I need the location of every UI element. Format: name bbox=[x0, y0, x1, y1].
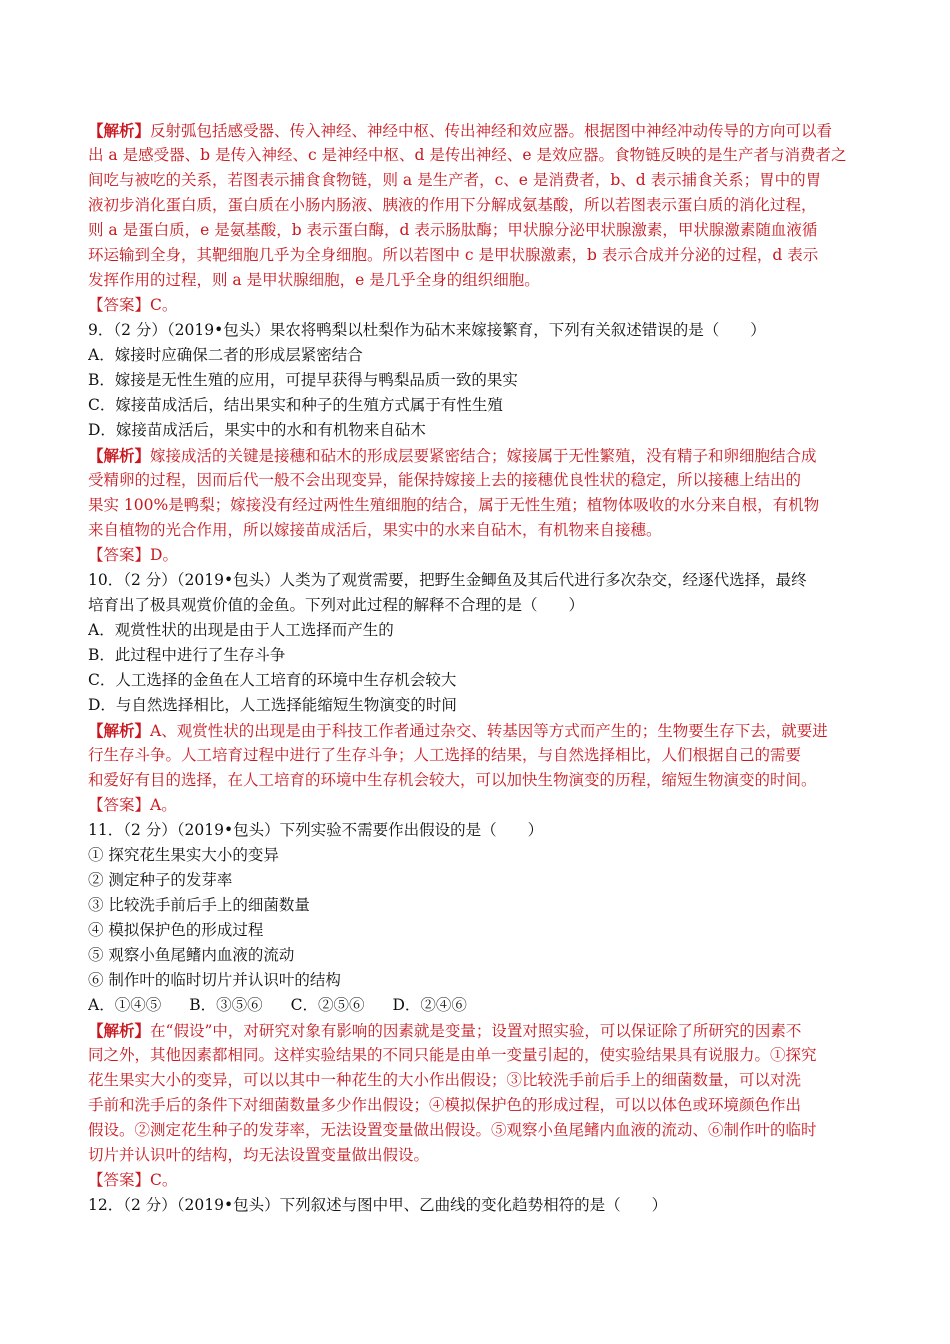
q11-answer: 【答案】C。 bbox=[88, 1171, 178, 1189]
analysis-line: 间吃与被吃的关系，若图表示捕食食物链，则 a 是生产者，c、e 是消费者，b、d 表示捕食关系；胃中的胃 bbox=[88, 171, 822, 189]
q10-stem: 10．（2 分）（2019•包头）人类为了观赏需要，把野生金鲫鱼及其后代进行多次杂交，经逐代选择，最终 bbox=[88, 571, 807, 589]
analysis-line: 和爱好有目的选择，在人工培育的环境中生存机会较大，可以加快生物演变的历程，缩短生物演变的时间。 bbox=[88, 771, 817, 789]
q9-answer: 【答案】D。 bbox=[88, 546, 178, 564]
q12-stem: 12．（2 分）（2019•包头）下列叙述与图中甲、乙曲线的变化趋势相符的是（ ） bbox=[88, 1196, 668, 1214]
q10-stem: 培育出了极具观赏价值的金鱼。下列对此过程的解释不合理的是（ ） bbox=[88, 596, 585, 614]
q11-item: ④ 模拟保护色的形成过程 bbox=[88, 921, 264, 939]
q10-answer: 【答案】A。 bbox=[88, 796, 177, 814]
q10-option-b: B．此过程中进行了生存斗争 bbox=[88, 646, 286, 664]
analysis-line: 【解析】嫁接成活的关键是接穗和砧木的形成层要紧密结合；嫁接属于无性繁殖，没有精子和卵细胞结合成 bbox=[88, 446, 817, 465]
q10-option-d: D．与自然选择相比，人工选择能缩短生物演变的时间 bbox=[88, 696, 457, 714]
q9-option-d: D．嫁接苗成活后，果实中的水和有机物来自砧木 bbox=[88, 421, 426, 439]
q11-choices bbox=[88, 993, 878, 1018]
q9-option-c: C．嫁接苗成活后，结出果实和种子的生殖方式属于有性生殖 bbox=[88, 396, 503, 414]
q11-stem: 11．（2 分）（2019•包头）下列实验不需要作出假设的是（ ） bbox=[88, 821, 544, 839]
q10-option-a: A．观赏性状的出现是由于人工选择而产生的 bbox=[88, 621, 394, 639]
q8-answer: 【答案】C。 bbox=[88, 296, 178, 314]
exam-page bbox=[88, 118, 878, 1218]
q11-choice-a: A．①④⑤ bbox=[88, 996, 162, 1014]
q11-choice-d: D．②④⑥ bbox=[392, 996, 467, 1014]
analysis-line: 【解析】A、观赏性状的出现是由于科技工作者通过杂交、转基因等方式而产生的；生物要生存下去，就要进 bbox=[88, 721, 828, 740]
q9-option-b: B．嫁接是无性生殖的应用，可提早获得与鸭梨品质一致的果实 bbox=[88, 371, 518, 389]
q11-item: ⑥ 制作叶的临时切片并认识叶的结构 bbox=[88, 971, 341, 989]
analysis-tag: 【解析】 bbox=[88, 121, 151, 140]
analysis-line: 切片并认识叶的结构，均无法设置变量做出假设。 bbox=[88, 1146, 430, 1164]
analysis-line: 液初步消化蛋白质，蛋白质在小肠内肠液、胰液的作用下分解成氨基酸，所以若图表示蛋白质的消化过程， bbox=[88, 196, 817, 214]
q11-item: ① 探究花生果实大小的变异 bbox=[88, 846, 279, 864]
analysis-line: 果实 100%是鸭梨；嫁接没有经过两性生殖细胞的结合，属于无性生殖；植物体吸收的水分来自根，有机物 bbox=[88, 496, 820, 514]
q11-item: ③ 比较洗手前后手上的细菌数量 bbox=[88, 896, 310, 914]
q11-item: ⑤ 观察小鱼尾鳍内血液的流动 bbox=[88, 946, 295, 964]
q11-item: ② 测定种子的发芽率 bbox=[88, 871, 233, 889]
analysis-line: 来自植物的光合作用，所以嫁接苗成活后，果实中的水来自砧木，有机物来自接穗。 bbox=[88, 521, 662, 539]
analysis-line: 发挥作用的过程，则 a 是甲状腺细胞，e 是几乎全身的组织细胞。 bbox=[88, 271, 540, 289]
q11-choice-c: C．②⑤⑥ bbox=[290, 996, 365, 1014]
analysis-line: 受精卵的过程，因而后代一般不会出现变异，能保持嫁接上去的接穗优良性状的稳定，所以接穗上结出的 bbox=[88, 471, 802, 489]
analysis-line: 则 a 是蛋白质，e 是氨基酸，b 表示蛋白酶，d 表示肠肽酶；甲状腺分泌甲状腺激素，甲状腺激素随血液循 bbox=[88, 221, 818, 239]
q9-option-a: A．嫁接时应确保二者的形成层紧密结合 bbox=[88, 346, 363, 364]
analysis-line: 同之外，其他因素都相同。这样实验结果的不同只能是由单一变量引起的，使实验结果具有说服力。①探究 bbox=[88, 1046, 817, 1064]
analysis-line: 手前和洗手后的条件下对细菌数量多少作出假设；④模拟保护色的形成过程，可以以体色或环境颜色作出 bbox=[88, 1096, 802, 1114]
analysis-line: 假设。②测定花生种子的发芽率，无法设置变量做出假设。⑤观察小鱼尾鳍内血液的流动、⑥制作叶的临时 bbox=[88, 1121, 817, 1139]
q8-analysis bbox=[88, 118, 878, 293]
analysis-line: 出 a 是感受器、b 是传入神经、c 是神经中枢、d 是传出神经、e 是效应器。食物链反映的是生产者与消费者之 bbox=[88, 146, 847, 164]
analysis-line: 花生果实大小的变异，可以以其中一种花生的大小作出假设；③比较洗手前后手上的细菌数量，可以对洗 bbox=[88, 1071, 802, 1089]
analysis-line: 环运输到全身，其靶细胞几乎为全身细胞。所以若图中 c 是甲状腺激素，b 表示合成并分泌的过程，d 表示 bbox=[88, 246, 819, 264]
q11-choice-b: B．③⑤⑥ bbox=[189, 996, 263, 1014]
analysis-line: 行生存斗争。人工培育过程中进行了生存斗争；人工选择的结果，与自然选择相比，人们根据自己的需要 bbox=[88, 746, 802, 764]
analysis-line: 【解析】反射弧包括感受器、传入神经、神经中枢、传出神经和效应器。根据图中神经冲动传导的方向可以看 bbox=[88, 121, 833, 140]
q10-option-c: C．人工选择的金鱼在人工培育的环境中生存机会较大 bbox=[88, 671, 457, 689]
analysis-line: 【解析】在“假设”中，对研究对象有影响的因素就是变量；设置对照实验，可以保证除了所研究的因素不 bbox=[88, 1021, 802, 1040]
q10-analysis bbox=[88, 718, 878, 793]
q9-stem: 9．（2 分）（2019•包头）果农将鸭梨以杜梨作为砧木来嫁接繁育，下列有关叙述错误的是（ ） bbox=[88, 321, 766, 339]
q11-analysis bbox=[88, 1018, 878, 1168]
q9-analysis bbox=[88, 443, 878, 543]
